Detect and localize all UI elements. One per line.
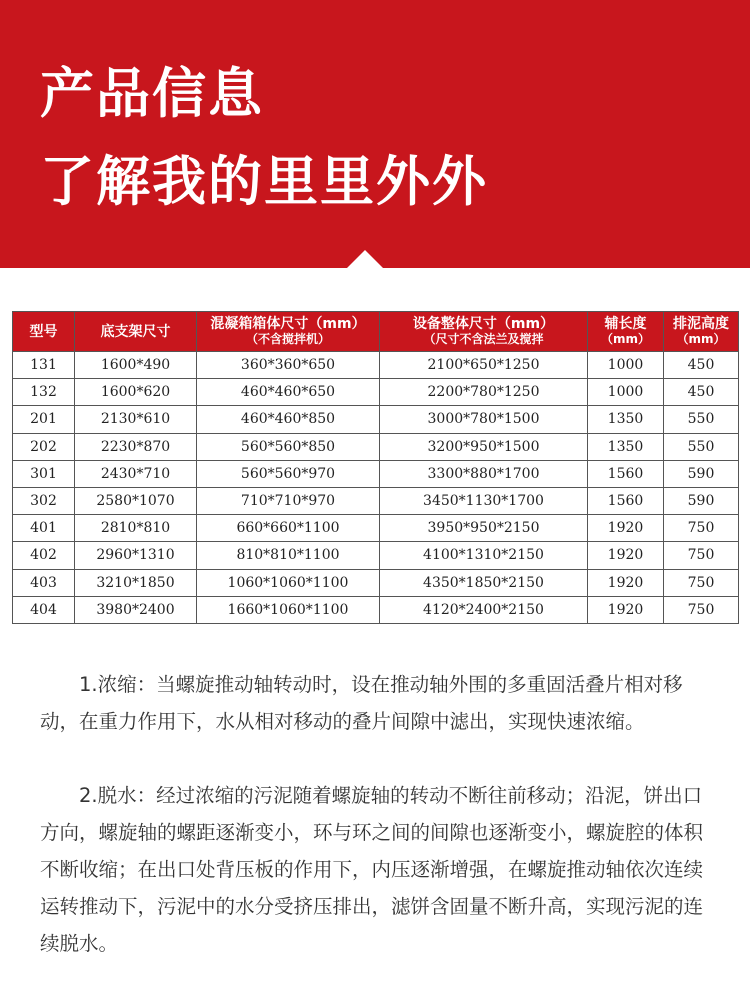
cell-discharge-height: 750 [664, 569, 739, 596]
cell-aux-length: 1920 [588, 569, 664, 596]
cell-aux-length: 1560 [588, 460, 664, 487]
table-row [13, 596, 739, 623]
table-row [13, 379, 739, 406]
cell-aux-length: 1920 [588, 542, 664, 569]
cell-aux-length: 1920 [588, 596, 664, 623]
cell-aux-length: 1350 [588, 406, 664, 433]
cell-overall-size: 4350*1850*2150 [380, 569, 588, 596]
cell-model: 131 [13, 352, 75, 379]
cell-model: 132 [13, 379, 75, 406]
cell-tank-size: 710*710*970 [197, 487, 380, 514]
page-subtitle: 了解我的里里外外 [40, 150, 488, 213]
header-mixing-tank-size: 混凝箱箱体尺寸（mm） （不含搅拌机） [197, 312, 380, 352]
cell-discharge-height: 550 [664, 406, 739, 433]
cell-aux-length: 1000 [588, 379, 664, 406]
cell-discharge-height: 550 [664, 433, 739, 460]
header-base-frame-size: 底支架尺寸 [75, 312, 197, 352]
cell-aux-length: 1560 [588, 487, 664, 514]
cell-discharge-height: 450 [664, 379, 739, 406]
table-row [13, 542, 739, 569]
table-row [13, 569, 739, 596]
cell-base-frame: 2580*1070 [75, 487, 197, 514]
cell-overall-size: 3950*950*2150 [380, 515, 588, 542]
cell-discharge-height: 750 [664, 596, 739, 623]
cell-model: 201 [13, 406, 75, 433]
cell-model: 401 [13, 515, 75, 542]
cell-tank-size: 1060*1060*1100 [197, 569, 380, 596]
cell-tank-size: 560*560*850 [197, 433, 380, 460]
table-row [13, 515, 739, 542]
cell-base-frame: 2130*610 [75, 406, 197, 433]
cell-discharge-height: 590 [664, 487, 739, 514]
header-discharge-height: 排泥高度 （mm） [664, 312, 739, 352]
table-row [13, 460, 739, 487]
cell-discharge-height: 590 [664, 460, 739, 487]
page-title: 产品信息 [40, 62, 264, 125]
table-row [13, 406, 739, 433]
cell-model: 403 [13, 569, 75, 596]
cell-tank-size: 360*360*650 [197, 352, 380, 379]
cell-base-frame: 2960*1310 [75, 542, 197, 569]
description-dewatering: 2.脱水：经过浓缩的污泥随着螺旋轴的转动不断往前移动；沿泥，饼出口方向，螺旋轴的螺距逐渐变小，环与环之间的间隙也逐渐变小，螺旋腔的体积不断收缩；在出口处背压板的作用下，内压逐渐增强，在螺旋推动轴依次连续运转推动下，污泥中的水分受挤压排出，滤饼含固量不断升高，实现污泥的连续脱水。 [40, 784, 704, 955]
header-overall-size: 设备整体尺寸（mm） （尺寸不含法兰及搅拌 [380, 312, 588, 352]
table-row [13, 352, 739, 379]
spec-table [12, 311, 739, 624]
cell-tank-size: 660*660*1100 [197, 515, 380, 542]
banner-notch [345, 250, 385, 270]
cell-base-frame: 3980*2400 [75, 596, 197, 623]
cell-model: 301 [13, 460, 75, 487]
cell-overall-size: 3200*950*1500 [380, 433, 588, 460]
cell-overall-size: 2200*780*1250 [380, 379, 588, 406]
cell-overall-size: 4100*1310*2150 [380, 542, 588, 569]
cell-model: 302 [13, 487, 75, 514]
cell-model: 404 [13, 596, 75, 623]
cell-base-frame: 2430*710 [75, 460, 197, 487]
header-model: 型号 [13, 312, 75, 352]
cell-overall-size: 3300*880*1700 [380, 460, 588, 487]
cell-base-frame: 1600*490 [75, 352, 197, 379]
cell-overall-size: 3000*780*1500 [380, 406, 588, 433]
table-row [13, 433, 739, 460]
cell-aux-length: 1000 [588, 352, 664, 379]
cell-aux-length: 1920 [588, 515, 664, 542]
header-aux-length: 辅长度 （mm） [588, 312, 664, 352]
header-banner [0, 0, 750, 268]
cell-model: 202 [13, 433, 75, 460]
cell-tank-size: 810*810*1100 [197, 542, 380, 569]
cell-discharge-height: 750 [664, 515, 739, 542]
cell-aux-length: 1350 [588, 433, 664, 460]
cell-model: 402 [13, 542, 75, 569]
cell-base-frame: 3210*1850 [75, 569, 197, 596]
cell-tank-size: 560*560*970 [197, 460, 380, 487]
cell-discharge-height: 750 [664, 542, 739, 569]
description-concentration: 1.浓缩：当螺旋推动轴转动时，设在推动轴外围的多重固活叠片相对移动，在重力作用下，水从相对移动的叠片间隙中滤出，实现快速浓缩。 [40, 673, 683, 733]
cell-base-frame: 2810*810 [75, 515, 197, 542]
cell-discharge-height: 450 [664, 352, 739, 379]
cell-overall-size: 4120*2400*2150 [380, 596, 588, 623]
cell-base-frame: 1600*620 [75, 379, 197, 406]
table-row [13, 487, 739, 514]
cell-overall-size: 3450*1130*1700 [380, 487, 588, 514]
table-header-row [13, 312, 739, 352]
cell-tank-size: 1660*1060*1100 [197, 596, 380, 623]
cell-tank-size: 460*460*650 [197, 379, 380, 406]
cell-overall-size: 2100*650*1250 [380, 352, 588, 379]
cell-tank-size: 460*460*850 [197, 406, 380, 433]
cell-base-frame: 2230*870 [75, 433, 197, 460]
